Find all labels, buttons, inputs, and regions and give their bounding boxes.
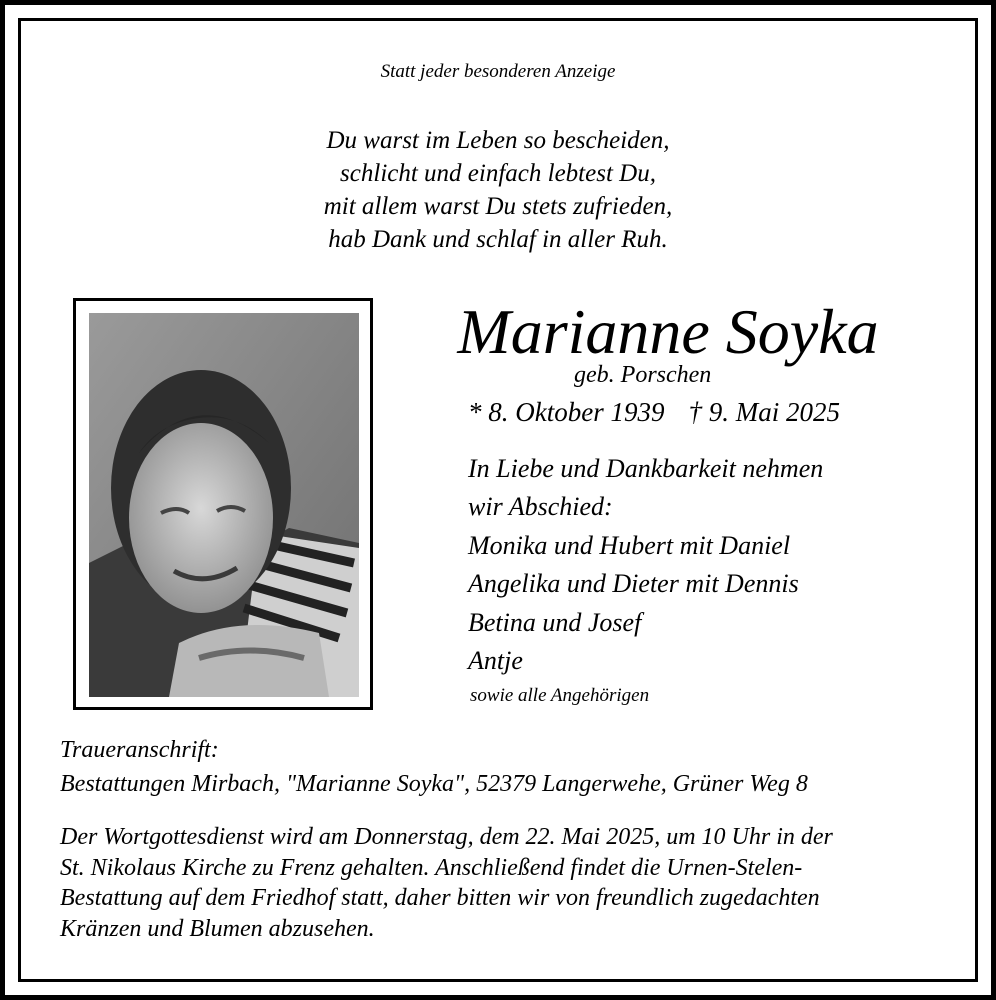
mourners-list — [468, 450, 823, 680]
address-text: Bestattungen Mirbach, "Marianne Soyka", 52379 Langerwehe, Grüner Weg 8 — [60, 771, 808, 797]
mourning-address — [60, 733, 808, 801]
service-line: Kränzen und Blumen abzusehen. — [60, 915, 375, 942]
life-dates — [468, 397, 840, 428]
poem-line: hab Dank und schlaf in aller Ruh. — [328, 226, 668, 253]
poem-line: Du warst im Leben so bescheiden, — [326, 127, 670, 154]
portrait-frame — [73, 298, 373, 710]
intro-line: Statt jeder besonderen Anzeige — [380, 61, 616, 82]
service-info — [60, 822, 940, 944]
mourner-line: Angelika und Dieter mit Dennis — [468, 569, 799, 599]
service-line: St. Nikolaus Kirche zu Frenz gehalten. Anschließend findet die Urnen-Stelen- — [60, 854, 803, 881]
poem — [0, 124, 996, 256]
relatives-note: sowie alle Angehörigen — [470, 685, 650, 706]
mourner-line: wir Abschied: — [468, 492, 613, 522]
death-date: † 9. Mai 2025 — [688, 397, 840, 427]
deceased-name: Marianne Soyka — [457, 296, 879, 367]
mourner-line: Monika und Hubert mit Daniel — [468, 530, 791, 560]
service-line: Der Wortgottesdienst wird am Donnerstag, dem 22. Mai 2025, um 10 Uhr in der — [60, 824, 833, 850]
address-label: Traueranschrift: — [60, 737, 219, 763]
poem-line: mit allem warst Du stets zufrieden, — [323, 193, 673, 220]
service-line: Bestattung auf dem Friedhof statt, daher bitten wir von freundlich zugedachten — [60, 885, 820, 911]
birth-date: * 8. Oktober 1939 — [468, 397, 665, 427]
mourner-line: In Liebe und Dankbarkeit nehmen — [468, 454, 824, 483]
mourner-line: Betina und Josef — [468, 607, 642, 637]
portrait-photo — [89, 313, 359, 697]
poem-line: schlicht und einfach lebtest Du, — [340, 160, 656, 187]
mourner-line: Antje — [468, 646, 523, 676]
maiden-name: geb. Porschen — [574, 362, 712, 388]
